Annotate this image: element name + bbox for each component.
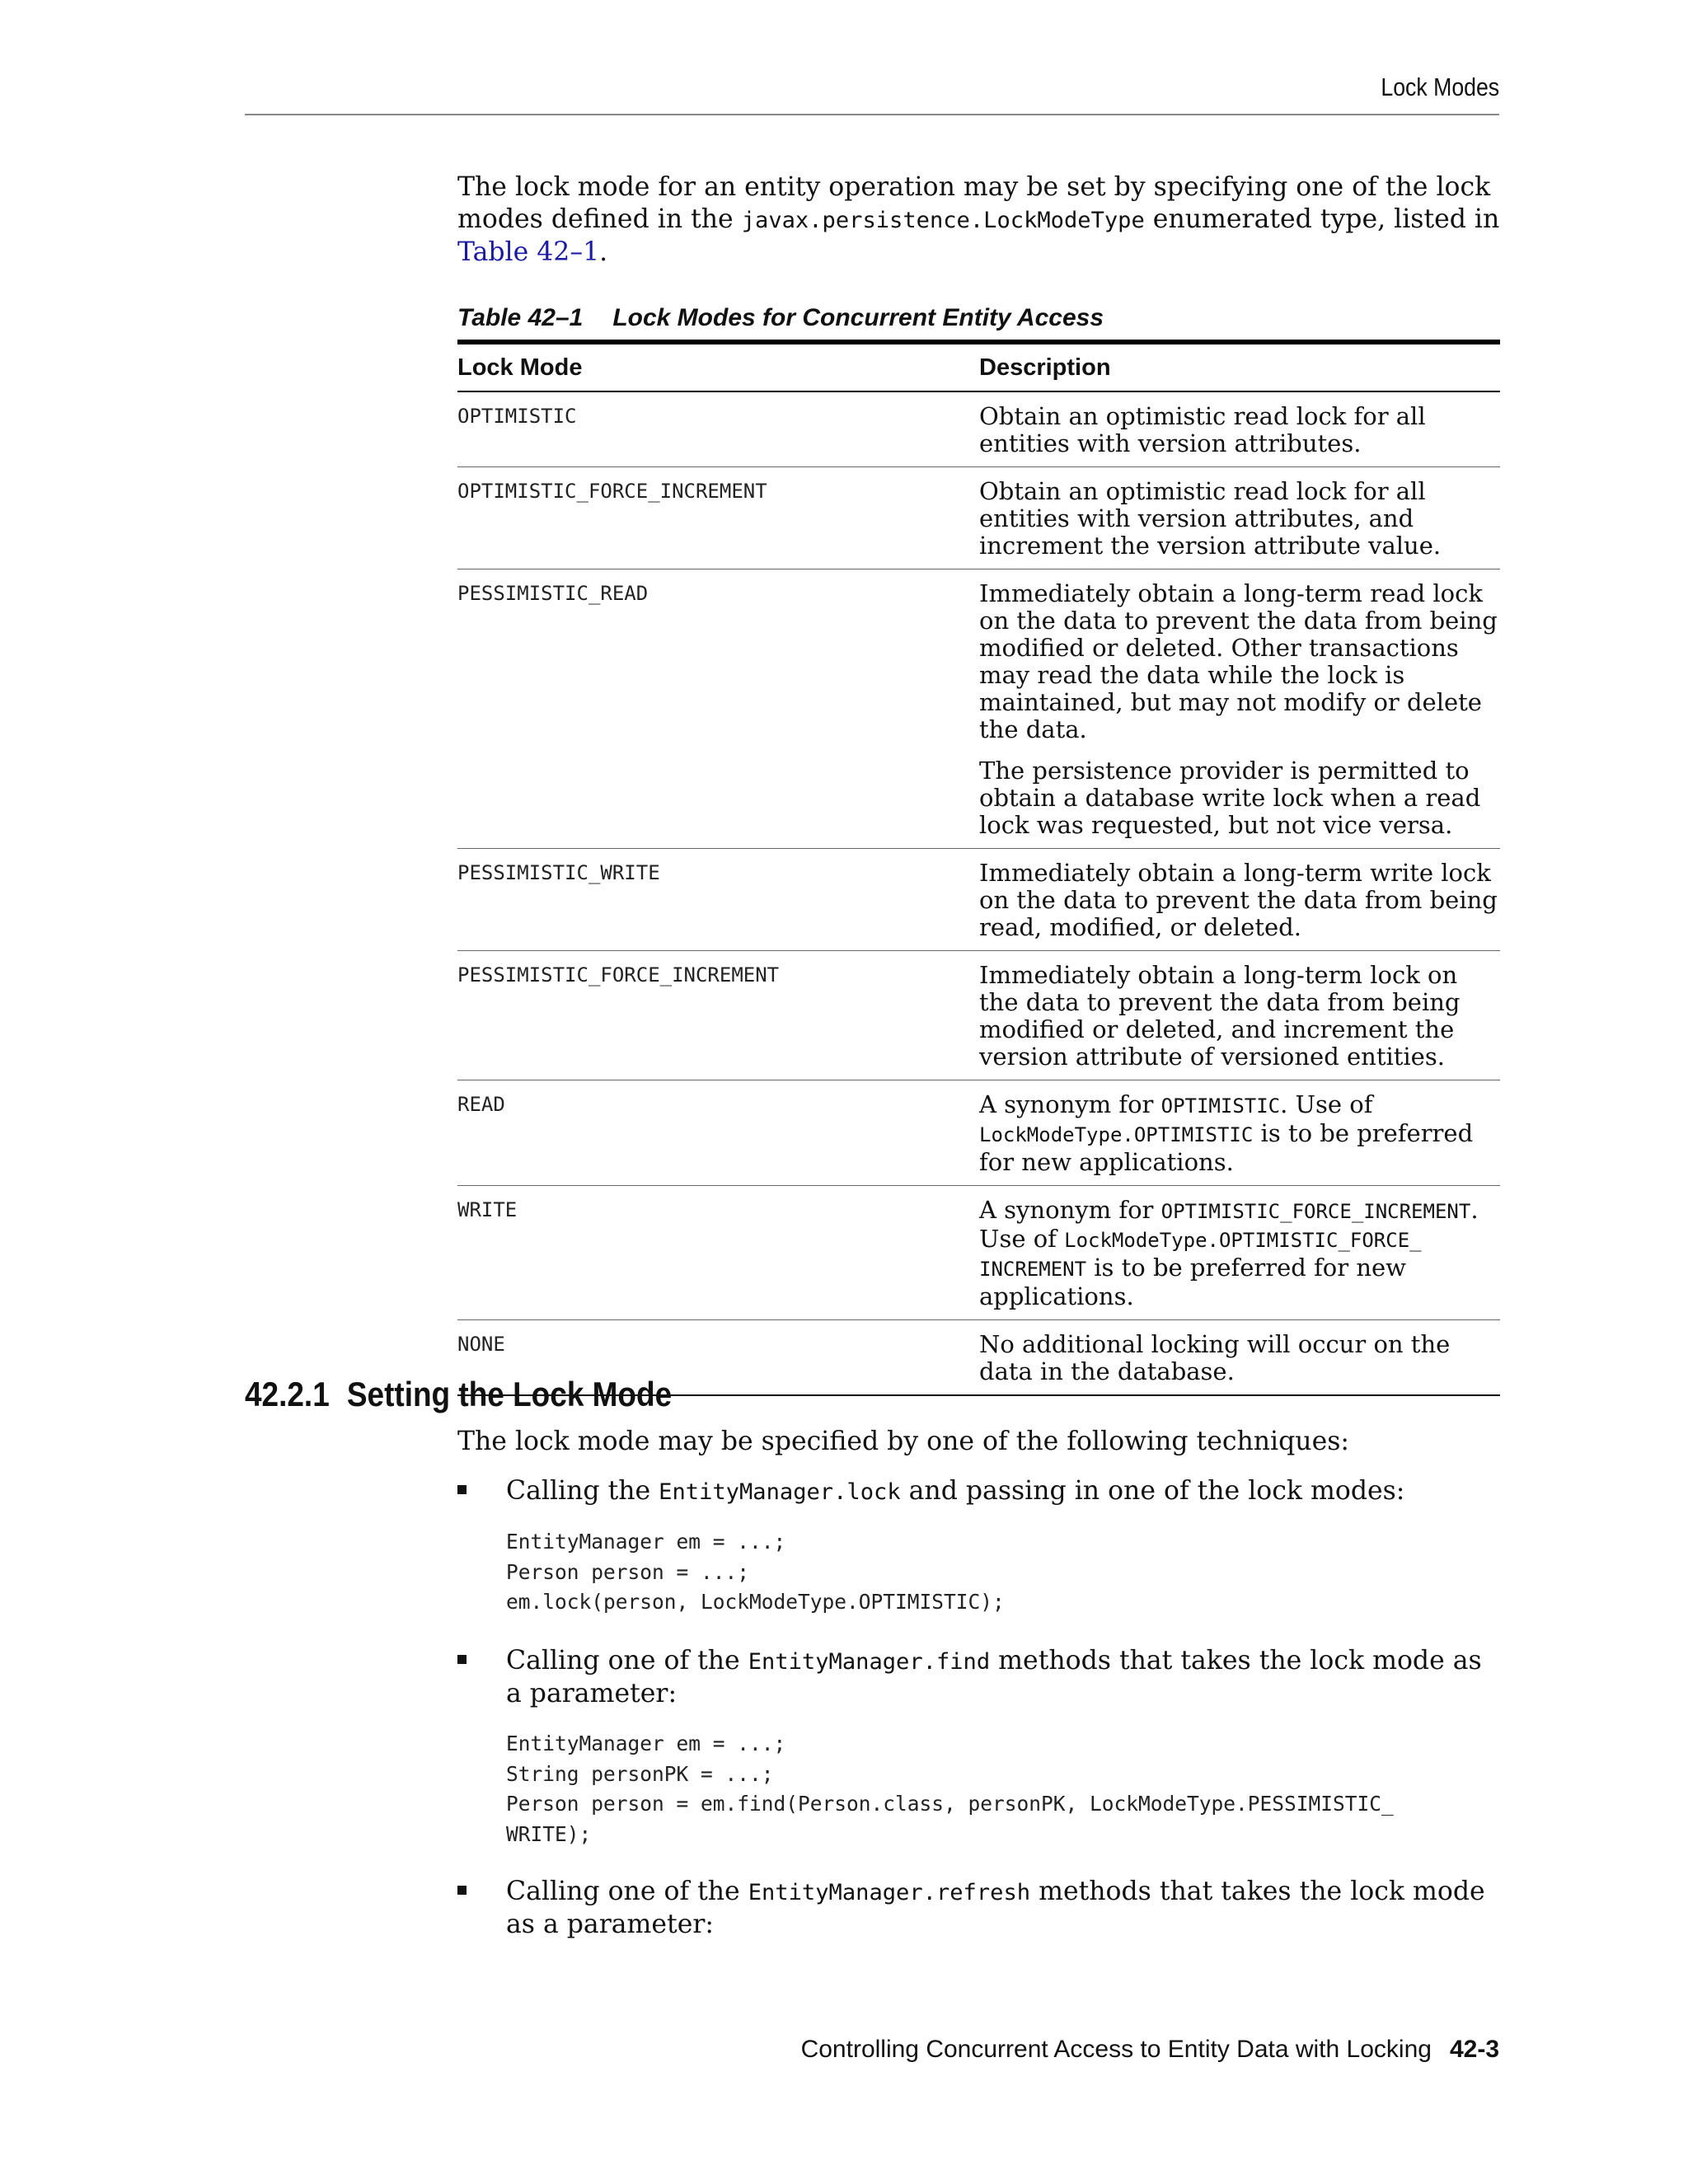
description-cell — [979, 849, 1500, 951]
bullet-marker — [457, 1485, 467, 1494]
table-row — [457, 1186, 1500, 1320]
description-cell — [979, 391, 1500, 467]
description-cell — [979, 467, 1500, 569]
description-text: No additional locking will occur on the data in the database. — [979, 1330, 1451, 1385]
lock-modes-table — [457, 340, 1500, 1396]
inline-code: EntityManager.refresh — [748, 1880, 1031, 1905]
section-title: Setting the Lock Mode — [346, 1375, 673, 1413]
description-text: The persistence provider is permitted to obtain a database write lock when a read lock was requested, but not vice versa. — [979, 757, 1481, 839]
header-rule — [245, 114, 1499, 115]
column-header-lock-mode: Lock Mode — [457, 342, 979, 391]
list-item-text — [506, 1645, 1500, 1710]
list-item-text-part: methods that takes the lock mode as a parameter: — [506, 1877, 1485, 1939]
table-header-row — [457, 342, 1500, 391]
lock-mode-cell: READ — [457, 1080, 979, 1186]
description-text: . Use of — [979, 1196, 1479, 1253]
table-row — [457, 391, 1500, 467]
table-caption-number: Table 42–1 — [457, 304, 584, 331]
lock-mode-cell: WRITE — [457, 1186, 979, 1320]
description-cell — [979, 1320, 1500, 1396]
list-item-text-part: Calling the — [506, 1476, 659, 1506]
list-item-text — [506, 1876, 1500, 1941]
intro-text: The lock mode for an entity operation may be set by specifying one of the lock modes defined in the — [457, 172, 1491, 234]
table-row — [457, 849, 1500, 951]
inline-code: OPTIMISTIC_FORCE_INCREMENT — [1160, 1200, 1471, 1223]
section-number: 42.2.1 — [245, 1375, 330, 1413]
table-row — [457, 1080, 1500, 1186]
bullet-marker — [457, 1886, 467, 1895]
inline-code: LockModeType.OPTIMISTIC_FORCE_ INCREMENT — [979, 1229, 1422, 1281]
inline-code: EntityManager.find — [748, 1649, 991, 1675]
list-item — [457, 1645, 1500, 1710]
description-text: Immediately obtain a long-term write lock on the data to prevent the data from being read, modified, or deleted. — [979, 859, 1498, 941]
description-cell — [979, 569, 1500, 849]
bullet-marker — [457, 1655, 467, 1664]
description-text: is to be preferred for new applications. — [979, 1254, 1407, 1310]
footer-chapter-title: Controlling Concurrent Access to Entity Data with Locking — [800, 2036, 1432, 2063]
list-item-text-part: Calling one of the — [506, 1877, 748, 1906]
lock-mode-cell: PESSIMISTIC_READ — [457, 569, 979, 849]
code-block: EntityManager em = ...; Person person = ...; em.lock(person, LockModeType.OPTIMISTIC); — [506, 1530, 1005, 1614]
description-text: Obtain an optimistic read lock for all entities with version attributes, and increment the version attribute value. — [979, 477, 1442, 560]
description-text: A synonym for — [979, 1196, 1161, 1224]
lock-mode-cell: PESSIMISTIC_FORCE_INCREMENT — [457, 951, 979, 1080]
table-row — [457, 569, 1500, 849]
description-text: A synonym for — [979, 1090, 1161, 1118]
description-cell — [979, 1080, 1500, 1186]
list-item-text-part: and passing in one of the lock modes: — [900, 1476, 1405, 1506]
inline-code: EntityManager.lock — [659, 1479, 901, 1505]
section-lead: The lock mode may be specified by one of the following techniques: — [457, 1427, 1349, 1456]
page-number: 42-3 — [1449, 2036, 1499, 2063]
lock-mode-cell: PESSIMISTIC_WRITE — [457, 849, 979, 951]
description-text: Immediately obtain a long-term lock on the data to prevent the data from being modified or deleted, and increment the version attribute of versioned entities. — [979, 961, 1461, 1071]
table-row — [457, 951, 1500, 1080]
list-item — [457, 1475, 1500, 1508]
code-block: EntityManager em = ...; String personPK = ...; Person person = em.find(Person.class, personPK, LockModeType.PESSIMISTIC_ WRITE); — [506, 1732, 1394, 1846]
description-text: is to be preferred for new applications. — [979, 1119, 1474, 1176]
description-text: Obtain an optimistic read lock for all entities with version attributes. — [979, 402, 1426, 457]
inline-code: LockModeType.OPTIMISTIC — [979, 1123, 1254, 1146]
lock-mode-cell: OPTIMISTIC — [457, 391, 979, 467]
description-cell — [979, 1186, 1500, 1320]
intro-paragraph — [457, 171, 1500, 269]
column-header-description: Description — [979, 342, 1500, 391]
description-text: Immediately obtain a long-term read lock on the data to prevent the data from being modified or deleted. Other transactions may read the data while the lock is maintained, but may not modify or delete the data. — [979, 579, 1498, 743]
intro-text: enumerated type, listed in — [1144, 204, 1500, 234]
description-text — [979, 1091, 1500, 1176]
table-link[interactable]: Table 42–1 — [457, 237, 600, 267]
list-item — [457, 1876, 1500, 1941]
section-heading — [245, 1375, 672, 1414]
inline-code: OPTIMISTIC — [1160, 1094, 1281, 1118]
table-row — [457, 467, 1500, 569]
list-item-text-part: Calling one of the — [506, 1646, 748, 1675]
table-caption-title: Lock Modes for Concurrent Entity Access — [612, 304, 1104, 331]
running-header: Lock Modes — [1381, 73, 1499, 101]
intro-code: javax.persistence.LockModeType — [741, 208, 1145, 233]
intro-text: . — [599, 237, 608, 267]
description-text: . Use of — [1280, 1090, 1373, 1118]
running-footer — [801, 2036, 1499, 2064]
list-item-text — [506, 1475, 1500, 1508]
description-cell — [979, 951, 1500, 1080]
description-text — [979, 1197, 1500, 1310]
table-caption — [457, 304, 1104, 332]
list-item-text-part: methods that takes the lock mode as a parameter: — [506, 1646, 1482, 1708]
lock-mode-cell: NONE — [457, 1320, 979, 1396]
lock-mode-cell: OPTIMISTIC_FORCE_INCREMENT — [457, 467, 979, 569]
